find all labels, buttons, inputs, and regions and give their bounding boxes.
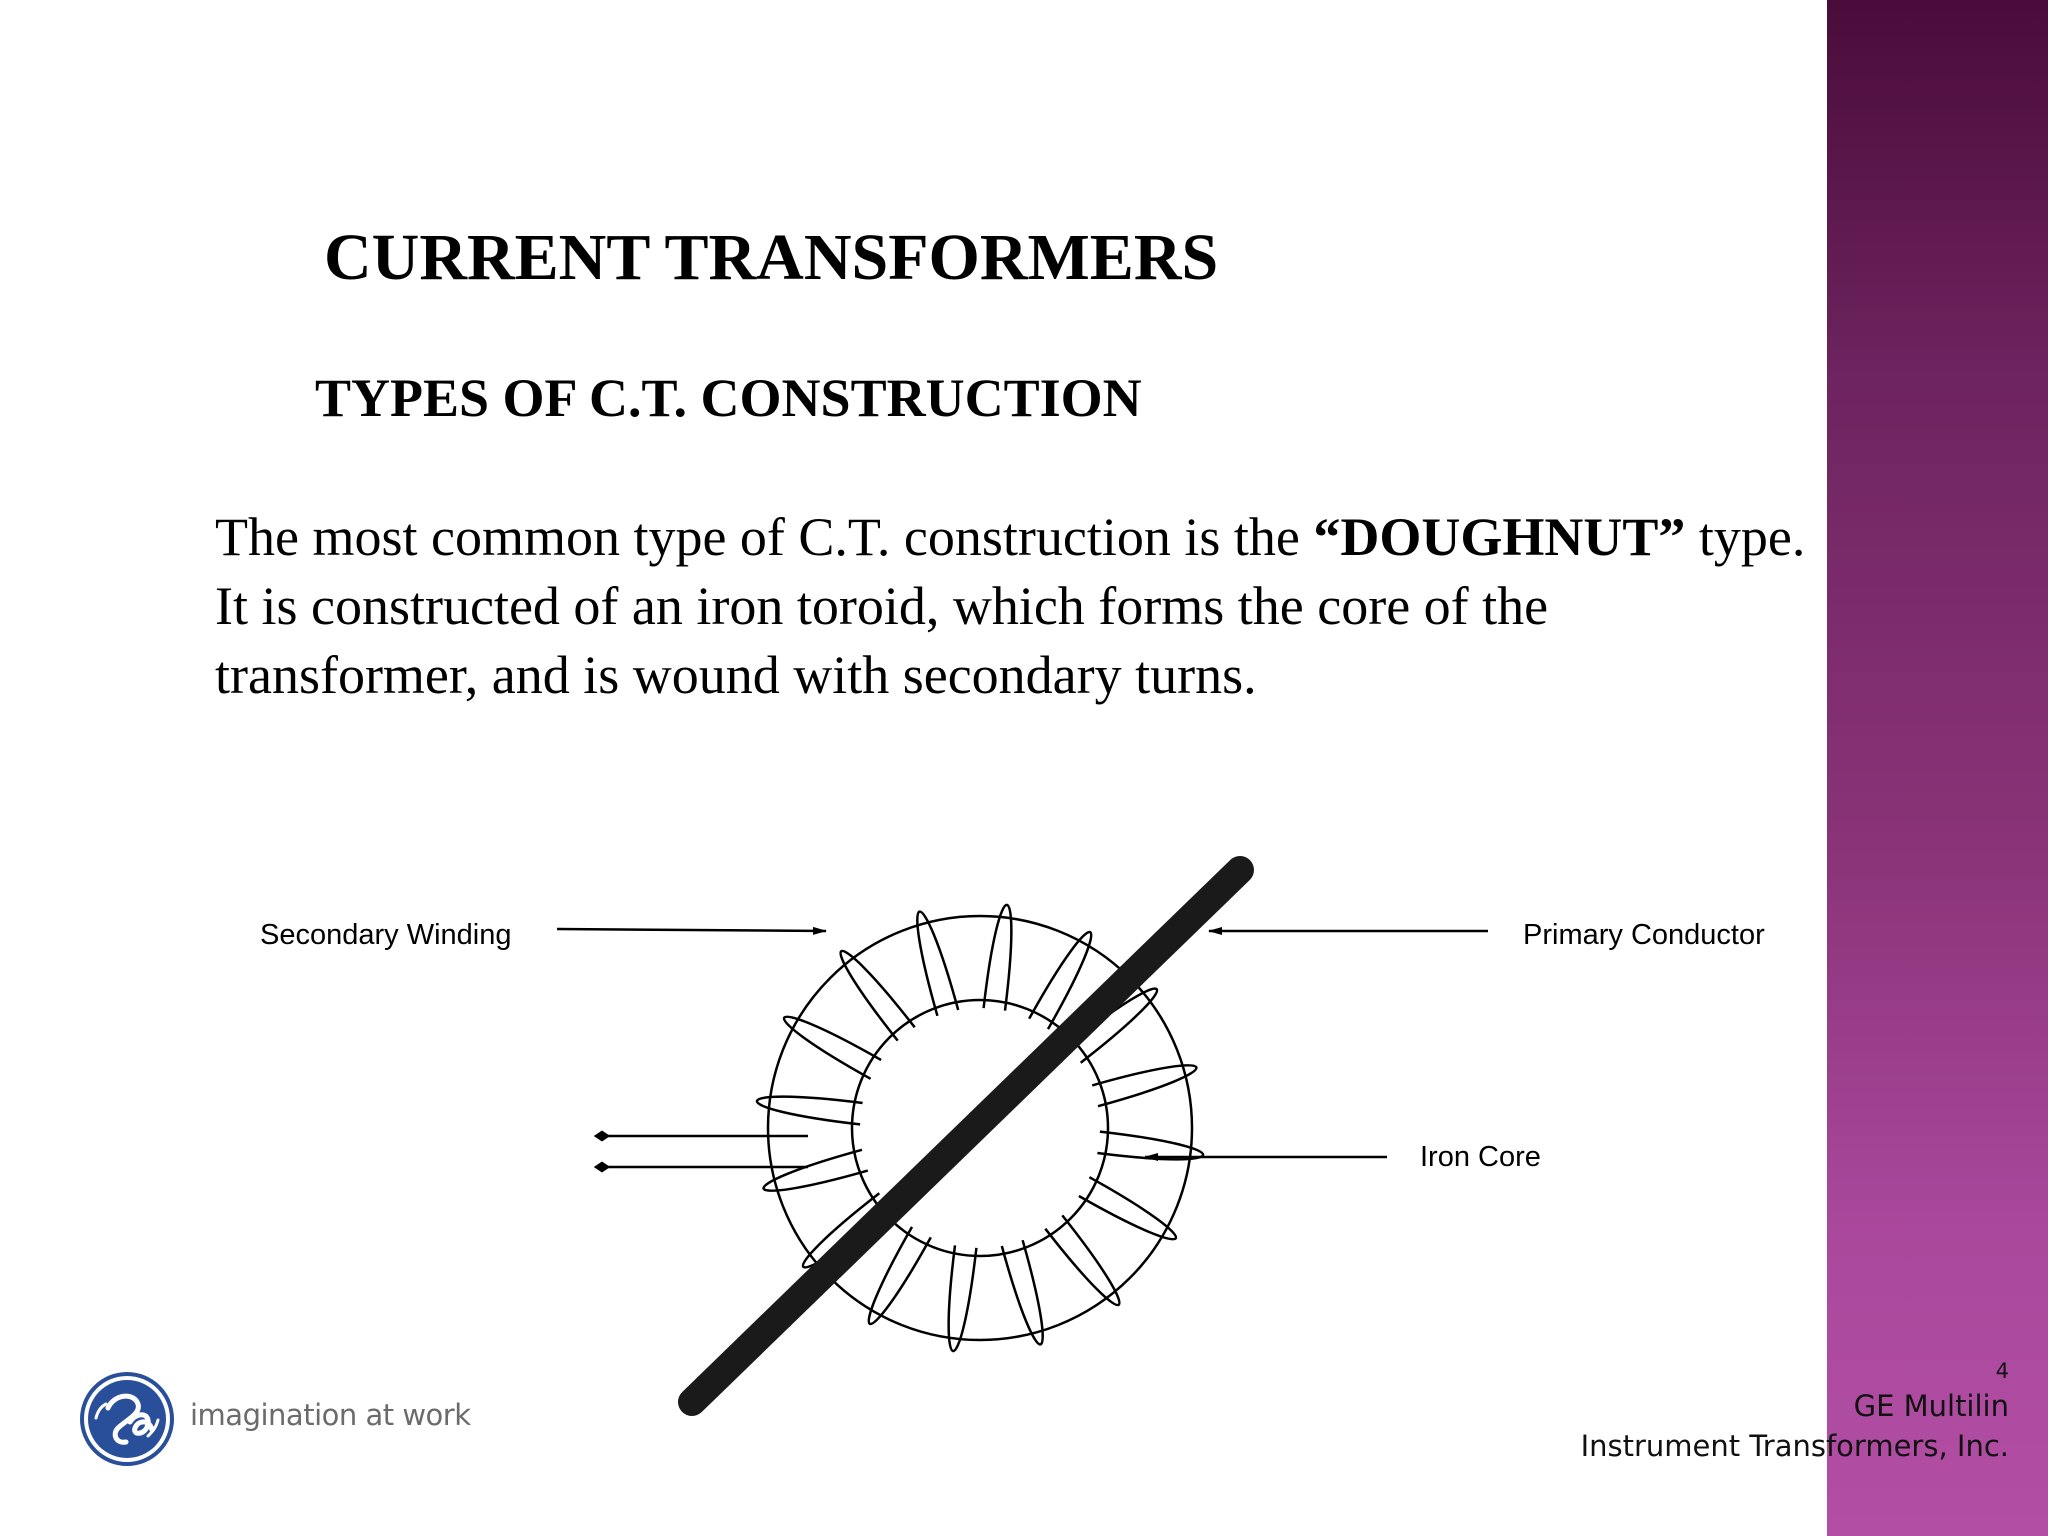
winding-loop <box>949 1245 977 1351</box>
body-text-bold: “DOUGHNUT” <box>1313 507 1686 567</box>
winding-loop <box>1045 1215 1119 1305</box>
winding-loop <box>917 912 958 1016</box>
winding-leads <box>596 1132 808 1171</box>
slide-subtitle: TYPES OF C.T. CONSTRUCTION <box>315 368 1142 428</box>
footer <box>1581 1356 2009 1466</box>
winding-loop <box>1097 1132 1203 1160</box>
winding-loop <box>984 905 1012 1011</box>
logo-tagline: imagination at work <box>190 1398 471 1432</box>
label-primary-conductor: Primary Conductor <box>1523 919 1765 951</box>
footer-company-full: Instrument Transformers, Inc. <box>1580 1429 2009 1463</box>
body-text-part2: type. It is constructed of an iron toroid, which forms the core of the transformer, and is wound with secondary turns. <box>215 507 1806 705</box>
label-secondary-winding: Secondary Winding <box>260 919 512 951</box>
body-text-part1: The most common type of C.T. construction is the <box>215 507 1314 567</box>
winding-loop <box>757 1097 863 1125</box>
winding-loop <box>841 951 915 1041</box>
secondary-winding-arrow <box>557 929 826 931</box>
winding-loop <box>764 1150 868 1191</box>
winding-loop <box>1092 1065 1196 1106</box>
slide-title: CURRENT TRANSFORMERS <box>324 221 1219 294</box>
winding-loop <box>1002 1240 1043 1344</box>
label-iron-core: Iron Core <box>1420 1141 1541 1173</box>
footer-company: GE Multilin <box>1853 1389 2009 1423</box>
page-number: 4 <box>1995 1359 2009 1383</box>
